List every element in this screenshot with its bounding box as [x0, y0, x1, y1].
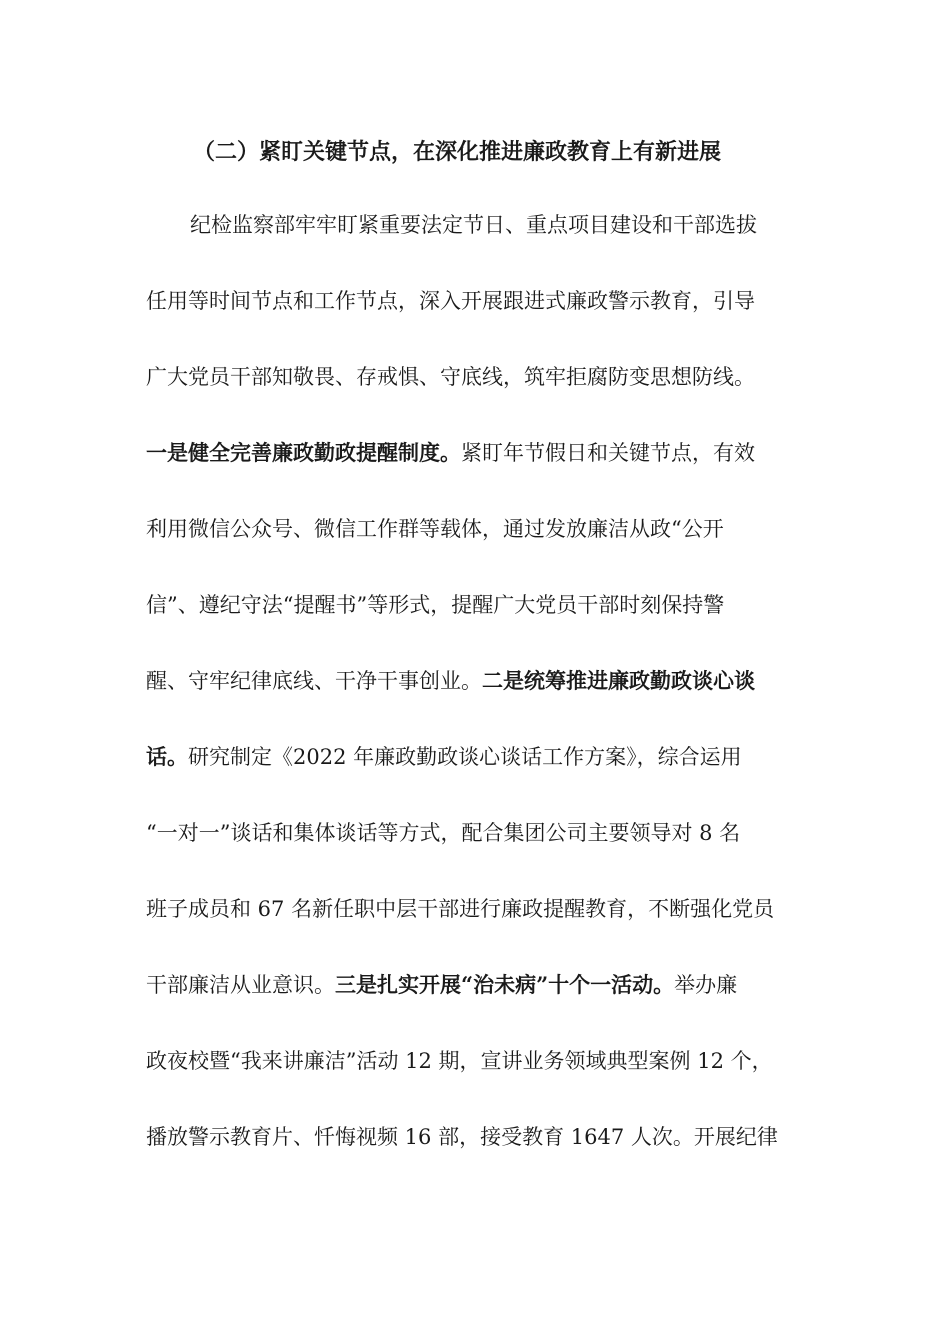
- text-segment: 播放警示教育片、忏悔视频 16 部，接受教育 1647 人次。开展纪律: [146, 1125, 778, 1149]
- text-line: [146, 415, 806, 491]
- text-segment: “一对一”谈话和集体谈话等方式，配合集团公司主要领导对 8 名: [146, 821, 741, 845]
- text-line: [146, 1023, 806, 1099]
- text-line: [146, 947, 806, 1023]
- text-line: [146, 795, 806, 871]
- text-segment: 纪检监察部牢牢盯紧重要法定节日、重点项目建设和干部选拔: [190, 213, 757, 237]
- bold-key-point: 二是统筹推进廉政勤政谈心谈: [482, 668, 755, 693]
- text-segment: 干部廉洁从业意识。: [146, 973, 335, 997]
- bold-key-point: 三是扎实开展“治未病”十个一活动。: [335, 972, 675, 997]
- text-line: [146, 187, 806, 263]
- body-paragraph: [146, 187, 806, 1175]
- text-segment: 利用微信公众号、微信工作群等载体，通过发放廉洁从政“公开: [146, 517, 724, 541]
- text-segment: 研究制定《2022 年廉政勤政谈心谈话工作方案》，综合运用: [188, 745, 742, 769]
- text-segment: 举办廉: [674, 973, 738, 997]
- text-line: [146, 263, 806, 339]
- text-line: [146, 871, 806, 947]
- bold-key-point: 话。: [146, 744, 188, 769]
- text-segment: 信”、遵纪守法“提醒书”等形式，提醒广大党员干部时刻保持警: [146, 593, 725, 617]
- text-segment: 班子成员和 67 名新任职中层干部进行廉政提醒教育，不断强化党员: [146, 897, 775, 921]
- text-line: [146, 1099, 806, 1175]
- text-line: [146, 491, 806, 567]
- text-segment: 紧盯年节假日和关键节点，有效: [461, 441, 755, 465]
- text-line: [146, 643, 806, 719]
- text-line: [146, 719, 806, 795]
- section-heading: （二）紧盯关键节点，在深化推进廉政教育上有新进展: [193, 139, 722, 165]
- text-line: [146, 567, 806, 643]
- text-segment: 任用等时间节点和工作节点，深入开展跟进式廉政警示教育，引导: [146, 289, 755, 313]
- text-segment: 醒、守牢纪律底线、干净干事创业。: [146, 669, 482, 693]
- text-segment: 广大党员干部知敬畏、存戒惧、守底线，筑牢拒腐防变思想防线。: [146, 365, 755, 389]
- text-line: [146, 339, 806, 415]
- text-segment: 政夜校暨“我来讲廉洁”活动 12 期，宣讲业务领域典型案例 12 个，: [146, 1049, 773, 1073]
- bold-key-point: 一是健全完善廉政勤政提醒制度。: [146, 440, 461, 465]
